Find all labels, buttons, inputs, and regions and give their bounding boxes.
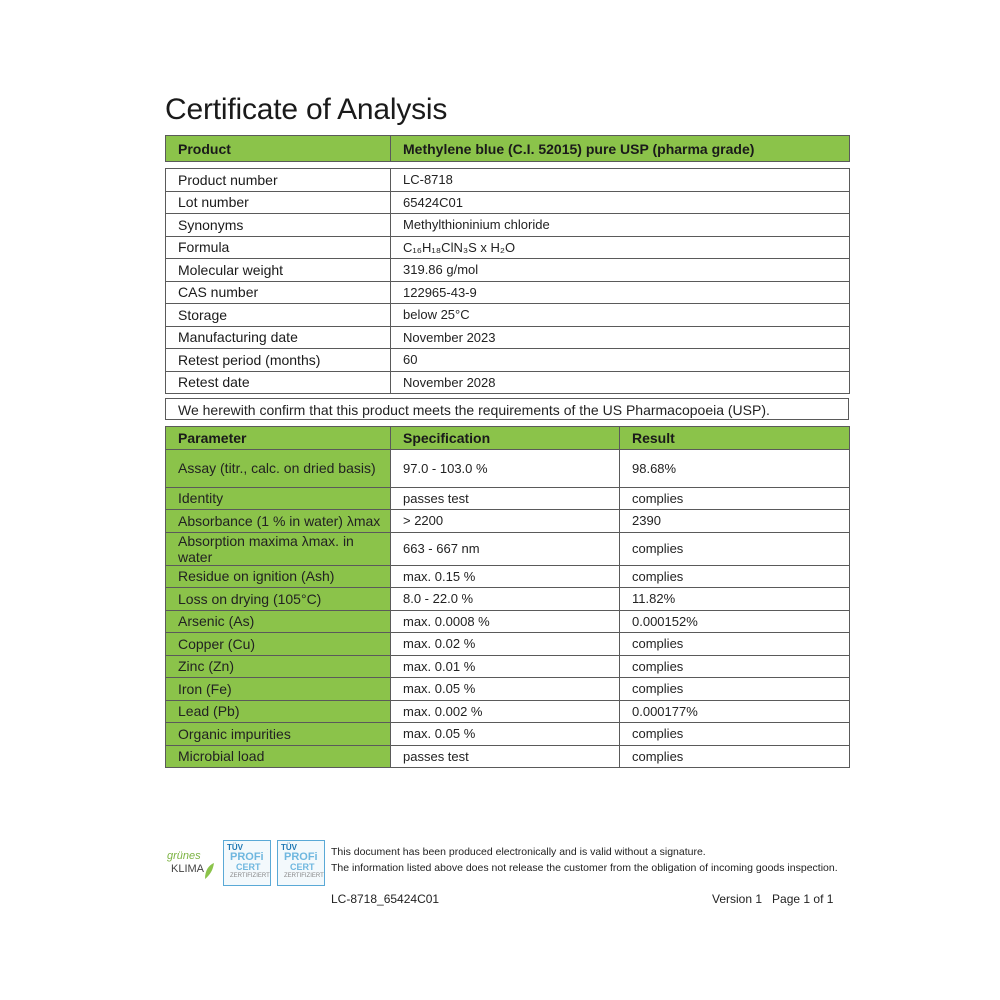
version-page: Version 1 Page 1 of 1 xyxy=(712,892,834,906)
parameter-name: Arsenic (As) xyxy=(166,610,391,633)
info-value: Methylthioninium chloride xyxy=(391,214,850,237)
info-row xyxy=(166,191,850,214)
info-label: Molecular weight xyxy=(166,259,391,282)
tuv-badge-cert: CERT xyxy=(290,862,315,872)
parameter-name: Organic impurities xyxy=(166,723,391,746)
info-label: Synonyms xyxy=(166,214,391,237)
info-value: C₁₆H₁₈ClN₃S x H₂O xyxy=(391,236,850,259)
product-info-table xyxy=(165,168,850,394)
parameter-table xyxy=(165,426,850,768)
result-value: complies xyxy=(620,532,850,565)
result-value: complies xyxy=(620,565,850,588)
tuv-badge-number: ZERTIFIZIERT xyxy=(230,873,270,879)
result-value: complies xyxy=(620,745,850,768)
gruenes-klima-logo xyxy=(165,848,217,886)
info-row xyxy=(166,236,850,259)
info-value: LC-8718 xyxy=(391,169,850,192)
result-value: 0.000177% xyxy=(620,700,850,723)
info-row xyxy=(166,349,850,372)
info-row xyxy=(166,304,850,327)
parameter-row xyxy=(166,565,850,588)
document-id: LC-8718_65424C01 xyxy=(331,892,440,906)
gk-logo-bottom: KLIMA xyxy=(171,863,205,875)
info-value: 319.86 g/mol xyxy=(391,259,850,282)
result-value: complies xyxy=(620,723,850,746)
info-value: November 2023 xyxy=(391,326,850,349)
result-value: complies xyxy=(620,678,850,701)
tuv-cert-badge xyxy=(277,840,325,886)
parameter-row xyxy=(166,449,850,487)
product-table xyxy=(165,135,850,162)
page-title: Certificate of Analysis xyxy=(165,93,448,126)
tuv-badge-top: TÜV xyxy=(227,843,243,852)
info-label: Retest period (months) xyxy=(166,349,391,372)
result-value: 98.68% xyxy=(620,449,850,487)
parameter-name: Iron (Fe) xyxy=(166,678,391,701)
tuv-cert-badge xyxy=(223,840,271,886)
specification-value: max. 0.05 % xyxy=(391,723,620,746)
electronic-document-note: This document has been produced electronically and is valid without a signature. xyxy=(331,846,706,858)
info-row xyxy=(166,326,850,349)
product-name: Methylene blue (C.I. 52015) pure USP (pharma grade) xyxy=(391,136,850,162)
specification-value: 97.0 - 103.0 % xyxy=(391,449,620,487)
parameter-row xyxy=(166,487,850,510)
parameter-row xyxy=(166,510,850,533)
info-label: CAS number xyxy=(166,281,391,304)
info-label: Product number xyxy=(166,169,391,192)
specification-value: max. 0.15 % xyxy=(391,565,620,588)
usp-confirmation: We herewith confirm that this product meets the requirements of the US Pharmacopoeia (USP). xyxy=(165,398,849,420)
parameter-name: Residue on ignition (Ash) xyxy=(166,565,391,588)
parameter-name: Absorption maxima λmax. in water xyxy=(166,532,391,565)
parameter-name: Lead (Pb) xyxy=(166,700,391,723)
tuv-badge-main: PROFi xyxy=(230,851,264,863)
tuv-badge-cert: CERT xyxy=(236,862,261,872)
info-label: Formula xyxy=(166,236,391,259)
specification-value: max. 0.02 % xyxy=(391,633,620,656)
inspection-note: The information listed above does not release the customer from the obligation of incoming goods inspection. xyxy=(331,862,838,874)
parameter-row xyxy=(166,655,850,678)
parameter-name: Identity xyxy=(166,487,391,510)
info-value: 65424C01 xyxy=(391,191,850,214)
result-header: Result xyxy=(620,427,850,450)
info-row xyxy=(166,214,850,237)
product-header-row xyxy=(166,136,850,162)
certification-logos xyxy=(165,838,325,888)
parameter-name: Zinc (Zn) xyxy=(166,655,391,678)
parameter-row xyxy=(166,700,850,723)
parameter-header-row xyxy=(166,427,850,450)
parameter-row xyxy=(166,532,850,565)
result-value: 11.82% xyxy=(620,588,850,611)
parameter-name: Microbial load xyxy=(166,745,391,768)
parameter-name: Loss on drying (105°C) xyxy=(166,588,391,611)
parameter-row xyxy=(166,723,850,746)
info-row xyxy=(166,371,850,394)
product-label: Product xyxy=(166,136,391,162)
parameter-row xyxy=(166,610,850,633)
info-value: 60 xyxy=(391,349,850,372)
tuv-badge-number: ZERTIFIZIERT xyxy=(284,873,324,879)
parameter-name: Assay (titr., calc. on dried basis) xyxy=(166,449,391,487)
parameter-name: Copper (Cu) xyxy=(166,633,391,656)
specification-header: Specification xyxy=(391,427,620,450)
result-value: complies xyxy=(620,633,850,656)
tuv-badge-top: TÜV xyxy=(281,843,297,852)
specification-value: 663 - 667 nm xyxy=(391,532,620,565)
specification-value: passes test xyxy=(391,745,620,768)
specification-value: 8.0 - 22.0 % xyxy=(391,588,620,611)
info-value: below 25°C xyxy=(391,304,850,327)
result-value: 2390 xyxy=(620,510,850,533)
parameter-row xyxy=(166,745,850,768)
leaf-icon xyxy=(203,862,215,880)
result-value: 0.000152% xyxy=(620,610,850,633)
specification-value: max. 0.05 % xyxy=(391,678,620,701)
result-value: complies xyxy=(620,487,850,510)
tuv-badge-main: PROFi xyxy=(284,851,318,863)
info-value: November 2028 xyxy=(391,371,850,394)
info-label: Manufacturing date xyxy=(166,326,391,349)
specification-value: > 2200 xyxy=(391,510,620,533)
info-row xyxy=(166,281,850,304)
specification-value: max. 0.0008 % xyxy=(391,610,620,633)
specification-value: passes test xyxy=(391,487,620,510)
info-label: Retest date xyxy=(166,371,391,394)
specification-value: max. 0.002 % xyxy=(391,700,620,723)
parameter-name: Absorbance (1 % in water) λmax xyxy=(166,510,391,533)
parameter-header: Parameter xyxy=(166,427,391,450)
parameter-row xyxy=(166,678,850,701)
info-value: 122965-43-9 xyxy=(391,281,850,304)
info-label: Storage xyxy=(166,304,391,327)
specification-value: max. 0.01 % xyxy=(391,655,620,678)
info-row xyxy=(166,259,850,282)
parameter-row xyxy=(166,633,850,656)
parameter-row xyxy=(166,588,850,611)
info-row xyxy=(166,169,850,192)
gk-logo-top: grünes xyxy=(167,850,201,862)
result-value: complies xyxy=(620,655,850,678)
info-label: Lot number xyxy=(166,191,391,214)
